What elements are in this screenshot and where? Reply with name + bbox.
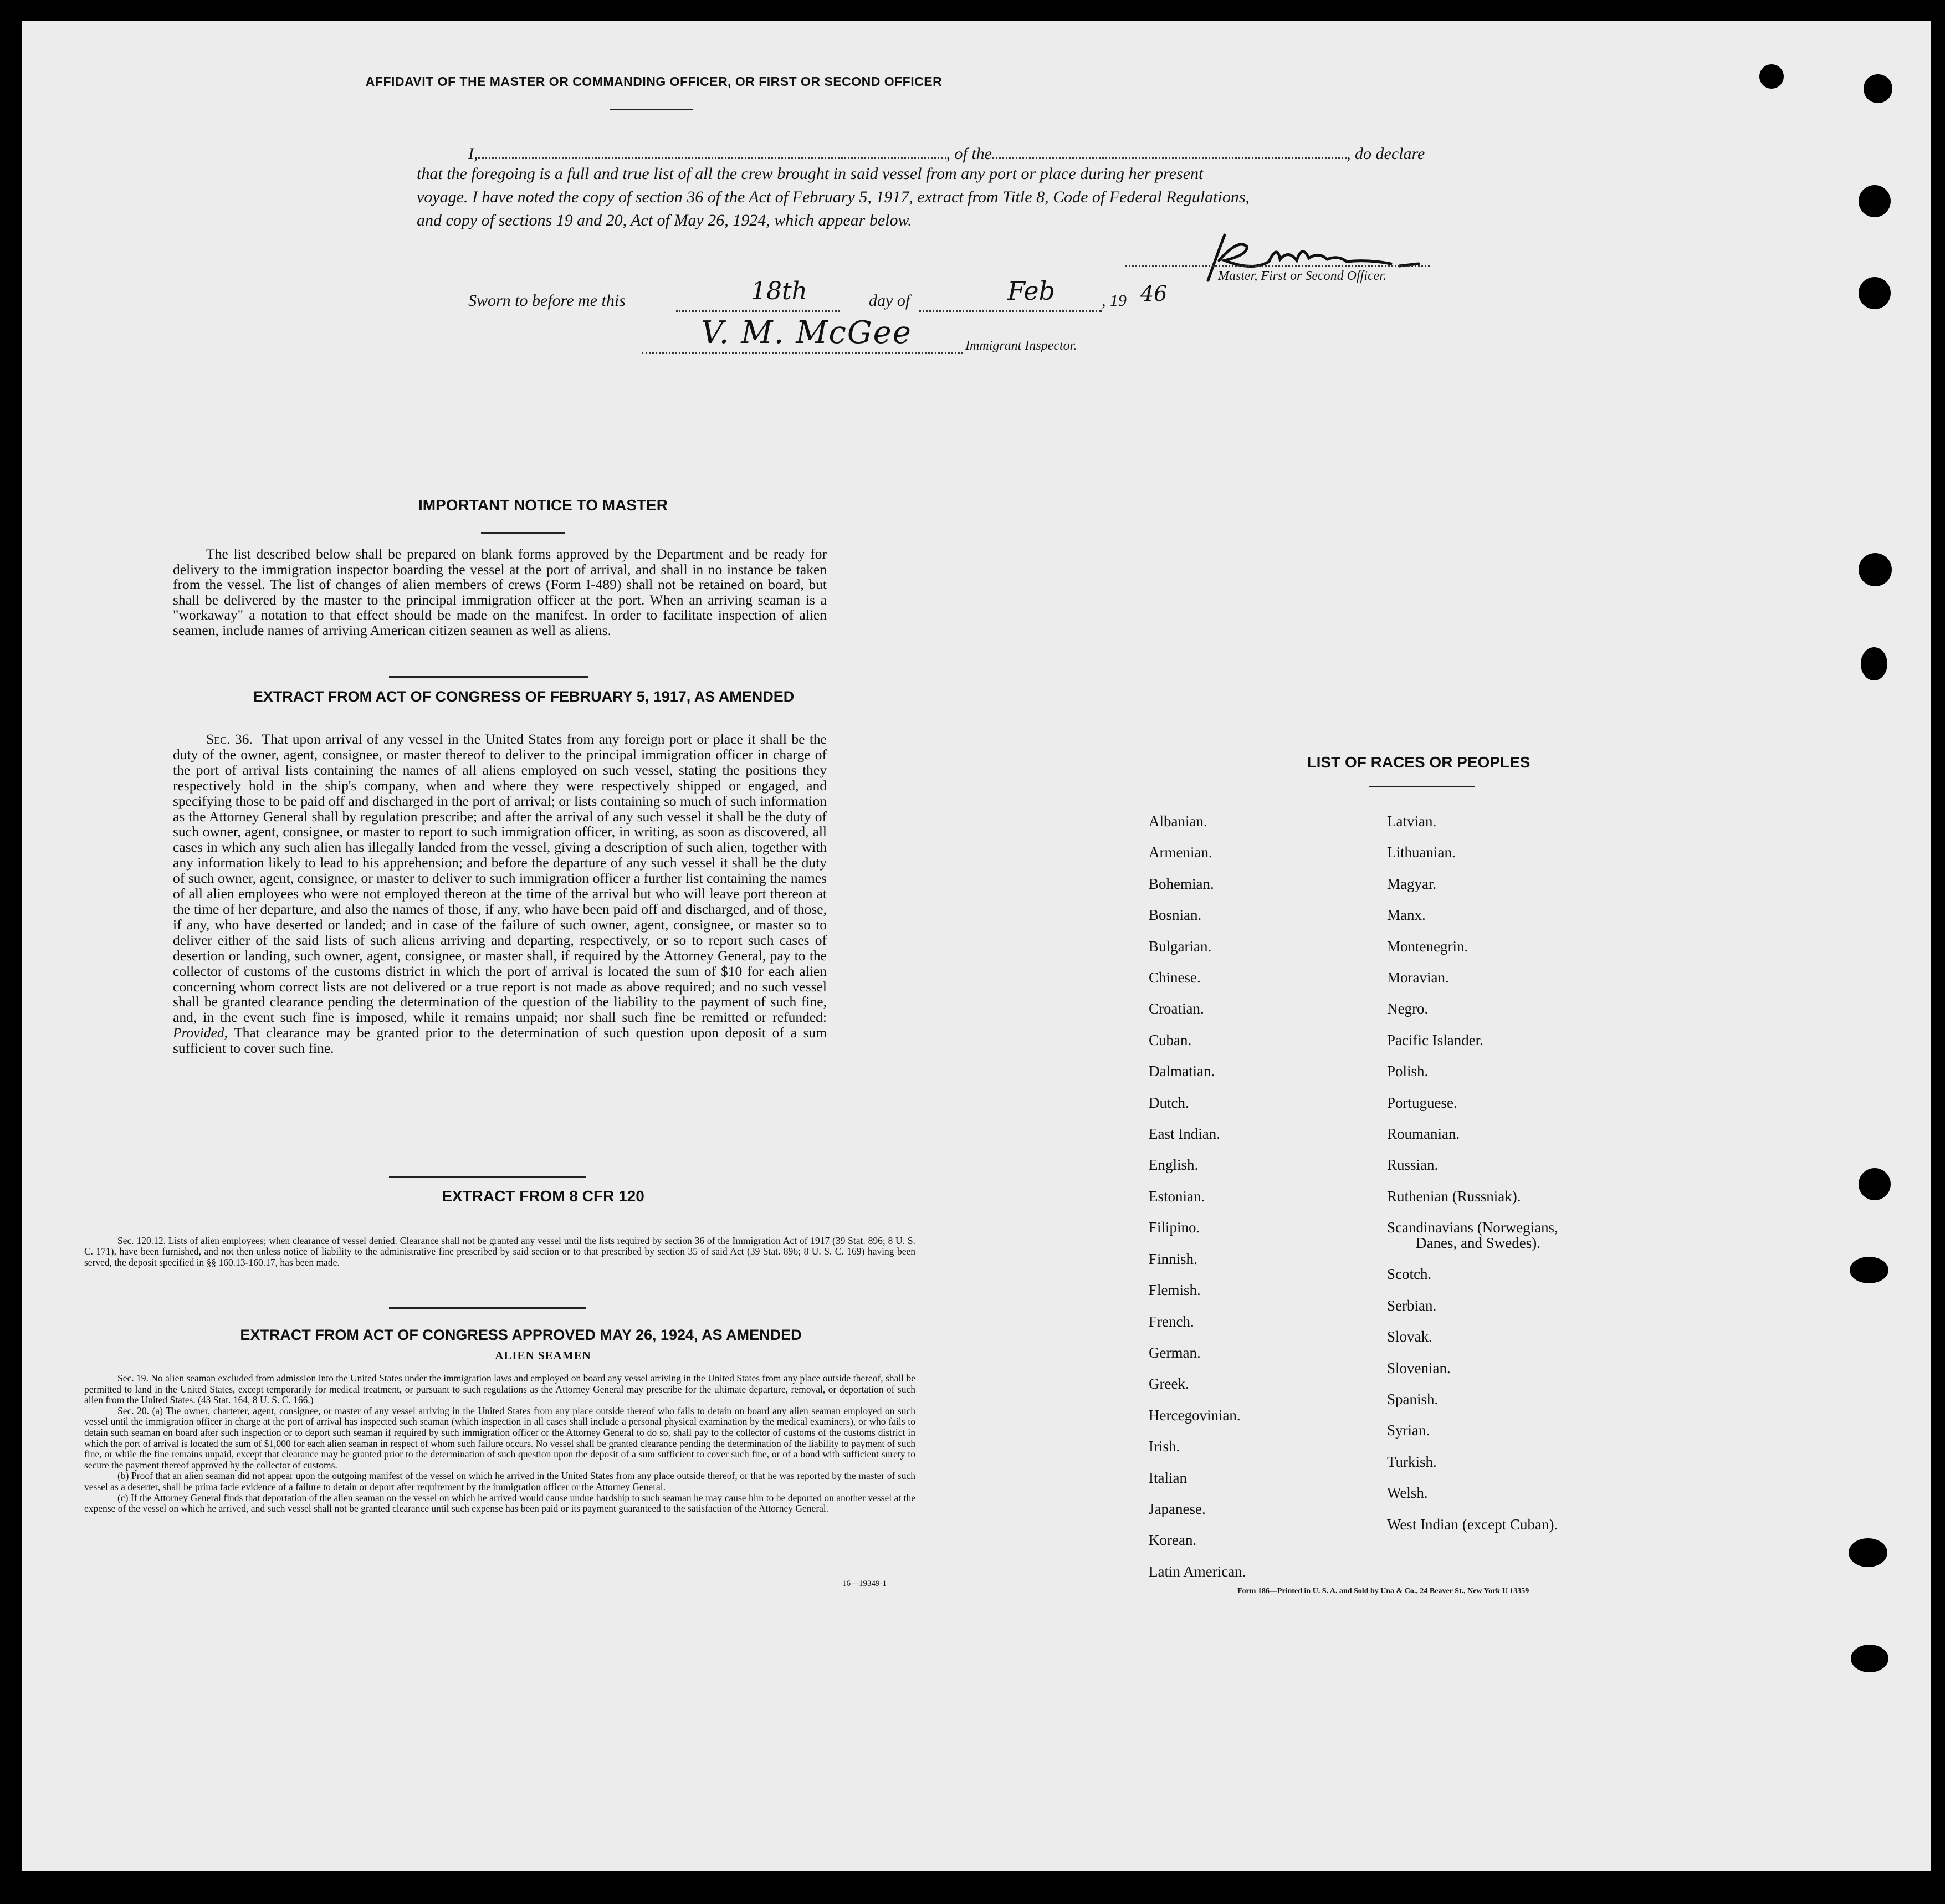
race-item: Danes, and Swedes). — [1416, 1235, 1540, 1252]
document-page — [22, 21, 1931, 1871]
race-item: Hercegovinian. — [1149, 1406, 1241, 1424]
race-item: Bohemian. — [1149, 875, 1214, 892]
race-item: Dutch. — [1149, 1094, 1189, 1111]
race-item: Manx. — [1387, 907, 1426, 924]
race-item: Magyar. — [1387, 875, 1437, 892]
name-blank[interactable] — [478, 139, 946, 159]
day-blank[interactable] — [676, 310, 840, 312]
form-note: Form 186—Printed in U. S. A. and Sold by Una & Co., 24 Beaver St., New York U 13359 — [1237, 1587, 1529, 1595]
inspector-signature: V. M. McGee — [701, 315, 912, 351]
year-prefix: , 19 — [1102, 291, 1127, 310]
race-item: Montenegrin. — [1387, 938, 1468, 955]
race-item: German. — [1149, 1344, 1201, 1361]
binding-hole — [1859, 1168, 1891, 1200]
race-item: Polish. — [1387, 1063, 1429, 1080]
race-item: Japanese. — [1149, 1500, 1206, 1517]
race-item: Dalmatian. — [1149, 1063, 1215, 1080]
race-item: Slovak. — [1387, 1328, 1432, 1345]
affidavit-body-line1: that the foregoing is a full and true list of all the crew brought in said vessel from any port or place during her present — [417, 165, 1204, 183]
race-item: Slovenian. — [1387, 1359, 1451, 1376]
signature-line — [1125, 265, 1430, 267]
race-item: Estonian. — [1149, 1188, 1205, 1205]
binding-hole — [1859, 553, 1892, 586]
heading-rule — [610, 109, 693, 110]
race-item: Syrian. — [1387, 1422, 1430, 1439]
sec-36-text: That upon arrival of any vessel in the United States from any foreign port or place it shall be the duty of the owner, agent, consignee, or master thereof to deliver to the principal immigration officer in charge of the port of arrival lists containing the names of all aliens employed on such vessel, stating the positions they respectively hold in the ship's company, when and where they were respectively shipped or engaged, and specifying those to be paid off and discharged in the port of arrival; or lists containing so much of such information as the Attorney General shall by regulation prescribe; and after the arrival of any such vessel it shall be the duty of such owner, agent, consignee, or master to report to such immigration officer, in writing, as soon as discovered, all cases in which any such alien has illegally landed from the vessel, giving a description of such alien, together with any information likely to lead to his apprehension; and before the departure of any such vessel it shall be the duty of such owner, agent, consignee, or master to deliver to such immigration officer a further list containing the names of all alien employees who were not employed thereon at the time of the arrival but who will leave port thereon at the time of her departure, and also the names of those, if any, who have been paid off and discharged, and of those, if any, who have deserted or landed; and in case of the failure of such owner, agent, consignee, or master so to deliver either of the said lists of such aliens arriving and departing, respectively, or so to report such cases of desertion or landing, such owner, agent, consignee, or master shall, if required by the Attorney General, pay to the collector of customs of the customs district in which the port of arrival is located the sum of $10 for each alien concerning whom correct lists are not delivered or a true report is not made as above required; and no such vessel shall be granted clearance pending the determination of the question of the liability to the payment of such fine, and, in the event such fine is imposed, while it remains unpaid; nor shall such fine be remitted or refunded: — [173, 731, 827, 1026]
races-heading: LIST OF RACES OR PEOPLES — [1307, 754, 1531, 771]
race-item: Croatian. — [1149, 1000, 1204, 1017]
race-item: East Indian. — [1149, 1125, 1220, 1143]
sec-20c-text: (c) If the Attorney General finds that deportation of the alien seaman on the vessel on which he arrived would cause undue hardship to such seaman he may cause him to be deported on another vessel at the expense of the vessel on which he arrived, and such vessel shall not be granted clearance until such expense has been paid or its payment guaranteed to the satisfaction of the Attorney General. — [84, 1492, 915, 1514]
sworn-day: 18th — [751, 277, 808, 305]
proviso-text: That clearance may be granted prior to the determination of such question upon deposit of a sum sufficient to cover such fine. — [173, 1025, 827, 1057]
notice-heading: IMPORTANT NOTICE TO MASTER — [418, 497, 668, 514]
race-item: Chinese. — [1149, 969, 1201, 986]
print-code: 16—19349-1 — [842, 1579, 887, 1588]
races-right-column — [1387, 806, 1558, 1540]
races-left-column — [1149, 806, 1246, 1587]
declaration-line — [468, 139, 1493, 163]
race-item: Pacific Islander. — [1387, 1031, 1483, 1048]
proviso-label: Provided, — [173, 1025, 228, 1041]
race-item: Scandinavians (Norwegians, — [1387, 1219, 1558, 1236]
race-item: Korean. — [1149, 1532, 1197, 1549]
race-item: Italian — [1149, 1469, 1187, 1486]
race-item: Irish. — [1149, 1438, 1180, 1455]
binding-hole — [1859, 185, 1891, 217]
day-of-label: day of — [869, 291, 910, 310]
inspector-line — [642, 352, 963, 354]
sec-19-text: Sec. 19. No alien seaman excluded from admission into the United States under the immigration laws and employed on board any vessel arriving in the United States from any place outside thereof, shall be permitted to land in the United States, except temporarily for medical treatment, or pursuant to such regulations as the Attorney General may prescribe for the ultimate departure, removal, or deportation of such alien from the United States. (43 Stat. 164, 8 U. S. C. 166.) — [84, 1373, 915, 1406]
extract-1924-heading: EXTRACT FROM ACT OF CONGRESS APPROVED MAY 26, 1924, AS AMENDED — [240, 1327, 802, 1343]
sworn-label: Sworn to before me this — [468, 291, 626, 310]
binding-hole — [1849, 1538, 1887, 1567]
cfr-heading: EXTRACT FROM 8 CFR 120 — [442, 1188, 644, 1205]
master-caption: Master, First or Second Officer. — [1218, 269, 1386, 283]
race-item: French. — [1149, 1313, 1194, 1330]
race-item: Roumanian. — [1387, 1125, 1460, 1143]
race-item: Moravian. — [1387, 969, 1449, 986]
binding-hole — [1861, 647, 1887, 680]
year-suffix: 46 — [1140, 281, 1168, 306]
races-rule — [1369, 786, 1475, 787]
race-item: Finnish. — [1149, 1250, 1197, 1267]
race-item: Russian. — [1387, 1156, 1439, 1174]
race-item: Portuguese. — [1387, 1094, 1457, 1111]
extract-1924-body — [84, 1373, 915, 1514]
race-item: Bosnian. — [1149, 907, 1202, 924]
race-item: Serbian. — [1387, 1297, 1437, 1314]
cfr-body: Sec. 120.12. Lists of alien employees; when clearance of vessel denied. Clearance shall not be granted any vessel until the lists required by section 36 of the Immigration Act of 1917 (39 Stat. 896; 8 U. S. C. 171), have been furnished, and not then unless notice of liability to the administrative fine prescribed by said section or to that prescribed by section 35 of said Act (39 Stat. 896; 8 U. S. C. 169) having been served, the deposit specified in §§ 160.13-160.17, has been made. — [84, 1235, 915, 1268]
race-item: Turkish. — [1387, 1453, 1437, 1470]
notice-body: The list described below shall be prepared on blank forms approved by the Department and be ready for delivery to the immigration inspector boarding the vessel at the port of arrival, and shall in no instance be taken from the vessel. The list of changes of alien members of crews (Form I-489) shall not be retained on board, but shall be delivered by the master to the principal immigration officer at the port. When an arriving seaman is a "workaway" a notation to that effect should be made on the manifest. In order to facilitate inspection of alien seamen, include names of arriving American citizen seamen as well as aliens. — [173, 546, 827, 638]
binding-hole — [1864, 74, 1892, 103]
affidavit-body-line3: and copy of sections 19 and 20, Act of May 26, 1924, which appear below. — [417, 211, 912, 229]
race-item: Welsh. — [1387, 1485, 1428, 1502]
extract-1917-body — [173, 731, 827, 1056]
race-item: Cuban. — [1149, 1031, 1192, 1048]
race-item: Flemish. — [1149, 1282, 1201, 1299]
binding-hole — [1851, 1645, 1888, 1672]
race-item: Bulgarian. — [1149, 938, 1212, 955]
race-item: Latin American. — [1149, 1563, 1246, 1580]
race-item: Greek. — [1149, 1375, 1189, 1393]
vessel-blank[interactable] — [992, 139, 1347, 159]
race-item: Armenian. — [1149, 844, 1212, 861]
notice-rule — [481, 532, 565, 534]
binding-hole — [1859, 277, 1891, 309]
sworn-month: Feb — [1007, 276, 1056, 306]
do-declare-label: , do declare — [1347, 145, 1425, 163]
sec-20b-text: (b) Proof that an alien seaman did not appear upon the outgoing manifest of the vessel on which he arrived in the United States from any place outside thereof, or that he was reported by the master of such vessel as a deserter, shall be prima facie evidence of a failure to detain or deport after requirement by the immigration officer or the Attorney General. — [84, 1470, 915, 1492]
race-item: Latvian. — [1387, 813, 1437, 830]
race-item: Albanian. — [1149, 813, 1207, 830]
race-item: Filipino. — [1149, 1219, 1200, 1236]
extract-1917-rule — [389, 1176, 586, 1178]
affidavit-heading: AFFIDAVIT OF THE MASTER OR COMMANDING OFFICER, OR FIRST OR SECOND OFFICER — [365, 74, 943, 89]
month-blank[interactable] — [919, 310, 1102, 312]
race-item: Ruthenian (Russniak). — [1387, 1188, 1521, 1205]
alien-seamen-subheading: ALIEN SEAMEN — [495, 1349, 591, 1362]
affidavit-body-line2: voyage. I have noted the copy of section 36 of the Act of February 5, 1917, extract from Title 8, Code of Federal Regulations, — [417, 188, 1250, 206]
i-label: I, — [468, 145, 478, 163]
extract-1917-heading: EXTRACT FROM ACT OF CONGRESS OF FEBRUARY 5, 1917, AS AMENDED — [253, 688, 795, 705]
race-item: Spanish. — [1387, 1390, 1439, 1407]
sec-36-label: Sec. 36. — [206, 731, 253, 747]
notice-bottom-rule — [389, 676, 588, 678]
race-item: English. — [1149, 1156, 1199, 1174]
race-item: Scotch. — [1387, 1266, 1432, 1283]
of-the-label: , of the — [946, 145, 992, 163]
sec-20a-text: Sec. 20. (a) The owner, charterer, agent, consignee, or master of any vessel arriving in the United States from any place outside thereof who fails to detain on board any alien seaman employed on such vessel until the immigration officer in charge at the port of arrival has inspected such seaman (which inspection in all cases shall include a personal physical examination by the medical examiners), or who fails to detain such seaman on board after such inspection or to deport such seaman if required by such immigration officer or the Attorney General to do so, shall pay to the collector of customs of the customs district in which the port of arrival is located the sum of $1,000 for each alien seaman in respect of whom such failure occurs. No vessel shall be granted clearance pending the determination of the liability to payment of such fine, or while the fine remains unpaid, except that clearance may be granted prior to the determination of such question upon the deposit of a sum sufficient to cover such fine, or of a bond with sufficient surety to secure the payment thereof approved by the collector of customs. — [84, 1405, 915, 1471]
binding-hole — [1759, 64, 1784, 89]
cfr-rule — [389, 1307, 586, 1309]
race-item: Lithuanian. — [1387, 844, 1456, 861]
inspector-caption: Immigrant Inspector. — [965, 339, 1077, 353]
binding-hole — [1850, 1257, 1888, 1283]
race-item: West Indian (except Cuban). — [1387, 1516, 1558, 1533]
race-item: Negro. — [1387, 1000, 1429, 1017]
